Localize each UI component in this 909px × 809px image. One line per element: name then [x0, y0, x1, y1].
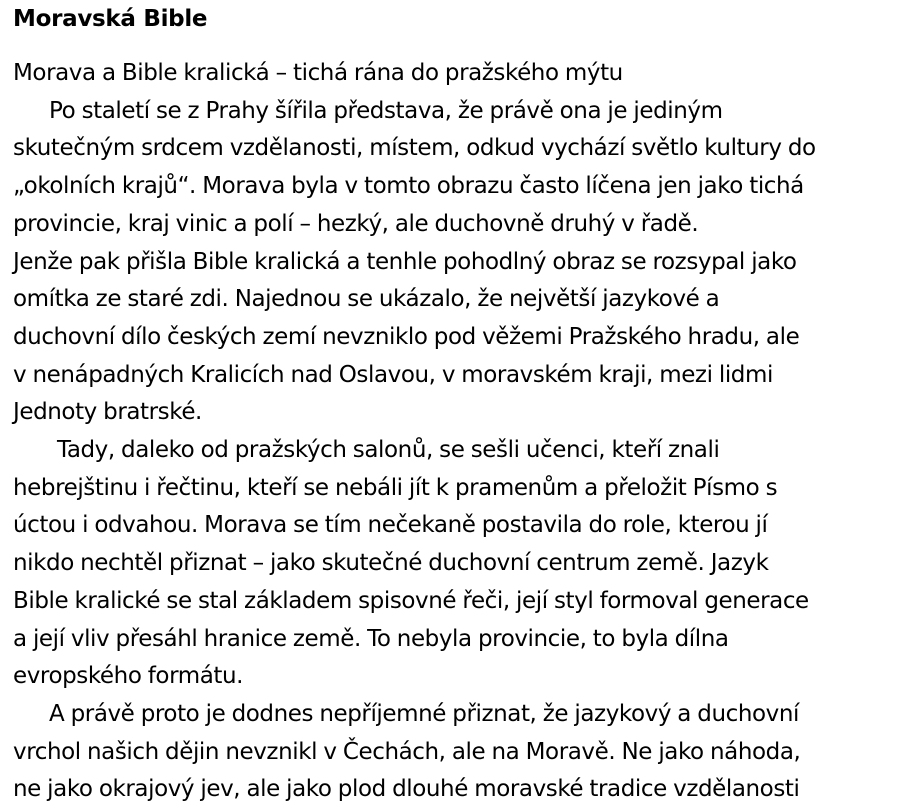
document-title: Moravská Bible [13, 6, 208, 32]
text-line: A právě proto je dodnes nepříjemné přiznat, že jazykový a duchovní [49, 700, 799, 727]
text-line: úctou i odvahou. Morava se tím nečekaně postavila do role, kterou jí [13, 512, 768, 539]
text-line: a její vliv přesáhl hranice země. To nebyla provincie, to byla dílna [13, 625, 729, 652]
text-line: Jednoty bratrské. [13, 399, 202, 426]
text-line: evropského formátu. [13, 663, 244, 690]
text-line: nikdo nechtěl přiznat – jako skutečné duchovní centrum země. Jazyk [13, 550, 769, 577]
text-line: v nenápadných Kralicích nad Oslavou, v moravském kraji, mezi lidmi [13, 361, 773, 388]
text-line: „okolních krajů“. Morava byla v tomto obrazu často líčena jen jako tichá [13, 173, 804, 200]
text-line: vrchol našich dějin nevznikl v Čechách, ale na Moravě. Ne jako náhoda, [13, 738, 801, 765]
text-line: provincie, kraj vinic a polí – hezký, ale duchovně druhý v řadě. [13, 210, 699, 237]
text-line: Po staletí se z Prahy šířila představa, že právě ona je jediným [49, 97, 723, 124]
text-line: Jenže pak přišla Bible kralická a tenhle pohodlný obraz se rozsypal jako [13, 248, 797, 275]
article-body [13, 55, 895, 809]
text-line: Tady, daleko od pražských salonů, se sešli učenci, kteří znali [57, 437, 720, 464]
text-line: skutečným srdcem vzdělanosti, místem, odkud vychází světlo kultury do [13, 135, 816, 162]
text-line: hebrejštinu i řečtinu, kteří se nebáli jít k pramenům a přeložit Písmo s [13, 474, 778, 501]
article-heading: Morava a Bible kralická – tichá rána do pražského mýtu [13, 60, 623, 86]
text-line: Bible kralické se stal základem spisovné řeči, její styl formoval generace [13, 587, 809, 614]
text-line: omítka ze staré zdi. Najednou se ukázalo, že největší jazykové a [13, 286, 720, 313]
text-line: duchovní dílo českých zemí nevzniklo pod věžemi Pražského hradu, ale [13, 323, 800, 350]
text-line: ne jako okrajový jev, ale jako plod dlouhé moravské tradice vzdělanosti [13, 776, 800, 803]
